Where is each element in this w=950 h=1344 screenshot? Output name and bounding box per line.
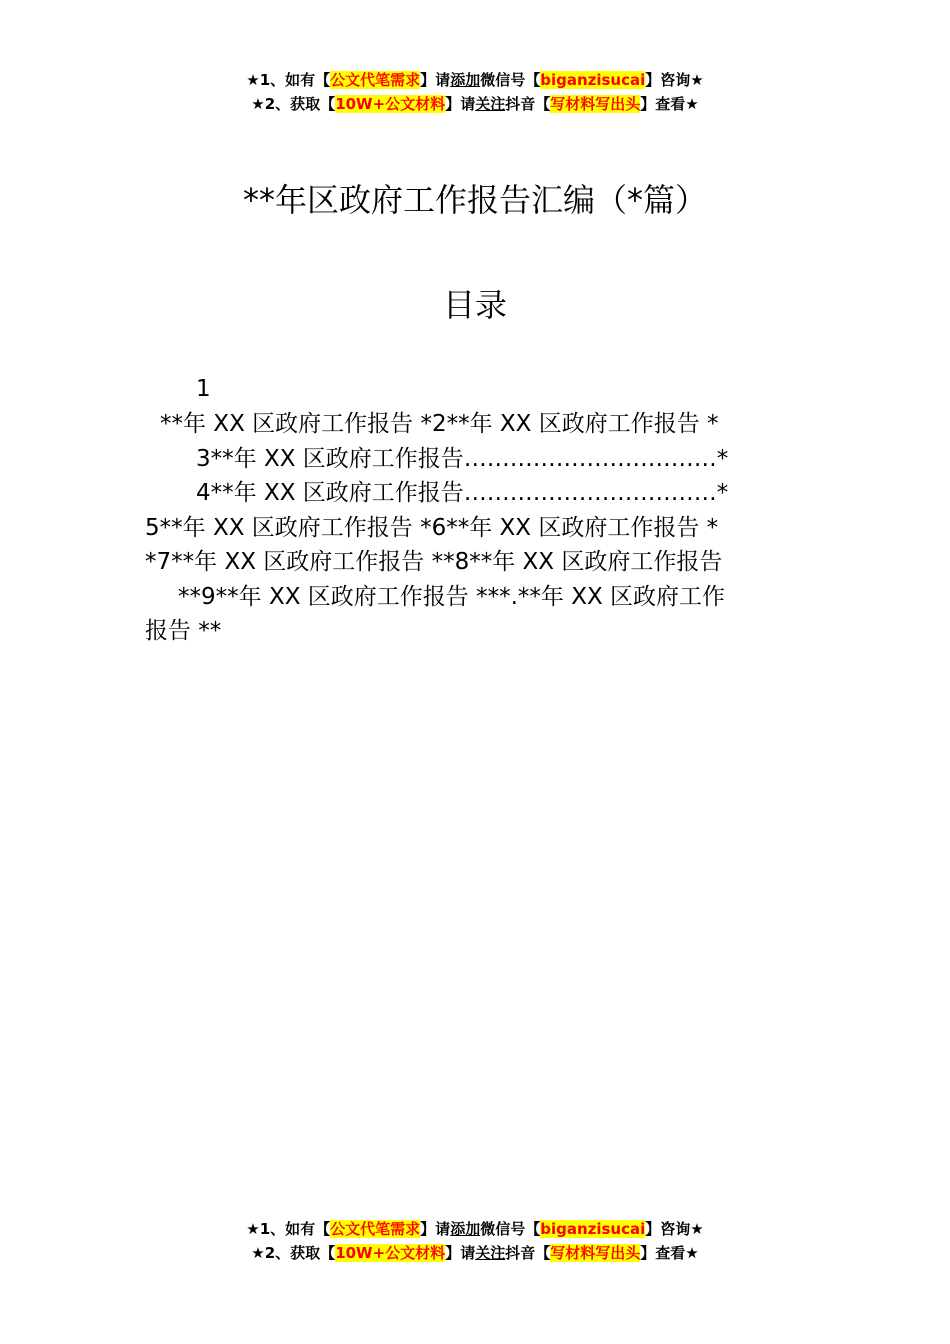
banner-highlight: 公文代笔需求 [330,71,421,89]
banner-line-1 [0,1217,950,1241]
banner-highlight: biganzisucai [540,1220,646,1238]
toc-line: *7**年 XX 区政府工作报告 **8**年 XX 区政府工作报告 [145,549,723,575]
bottom-banner [0,1217,950,1265]
banner-line-1 [0,68,950,92]
banner-text: ★2、获取【 [251,1244,336,1262]
banner-text: 】请 [445,95,476,113]
banner-highlight: 公文代笔需求 [330,1220,421,1238]
banner-text: 】请 [445,1244,476,1262]
banner-highlight: 10W+公文材料 [335,95,446,113]
toc-heading: 目录 [442,286,507,324]
banner-text: 抖音【 [505,1244,551,1262]
toc-line: 4**年 XX 区政府工作报告……………………………* [196,480,729,506]
banner-highlight: 写材料写出头 [550,95,641,113]
banner-text: ★1、如有【 [246,71,331,89]
banner-text: 】请 [420,71,451,89]
document-title: **年区政府工作报告汇编（*篇） [242,181,707,219]
banner-text: 微信号【 [480,71,541,89]
banner-underline: 关注 [475,95,506,113]
banner-text: 】咨询★ [645,71,704,89]
banner-highlight: 写材料写出头 [550,1244,641,1262]
banner-text: 抖音【 [505,95,551,113]
banner-highlight: biganzisucai [540,71,646,89]
toc-line: 报告 ** [145,618,222,644]
toc-line: 3**年 XX 区政府工作报告……………………………* [196,446,729,472]
banner-highlight: 10W+公文材料 [335,1244,446,1262]
toc-line: **年 XX 区政府工作报告 *2**年 XX 区政府工作报告 * [160,411,719,437]
banner-text: 】请 [420,1220,451,1238]
banner-underline: 添加 [450,71,481,89]
banner-text: ★2、获取【 [251,95,336,113]
toc-line: 5**年 XX 区政府工作报告 *6**年 XX 区政府工作报告 * [145,515,719,541]
banner-line-2 [0,92,950,116]
banner-text: 】查看★ [640,1244,699,1262]
toc-line: 1 [196,376,211,402]
banner-text: 】查看★ [640,95,699,113]
banner-underline: 关注 [475,1244,506,1262]
banner-text: 微信号【 [480,1220,541,1238]
banner-line-2 [0,1241,950,1265]
top-banner [0,68,950,116]
banner-text: ★1、如有【 [246,1220,331,1238]
toc-line: **9**年 XX 区政府工作报告 ***.**年 XX 区政府工作 [178,584,726,610]
banner-text: 】咨询★ [645,1220,704,1238]
banner-underline: 添加 [450,1220,481,1238]
